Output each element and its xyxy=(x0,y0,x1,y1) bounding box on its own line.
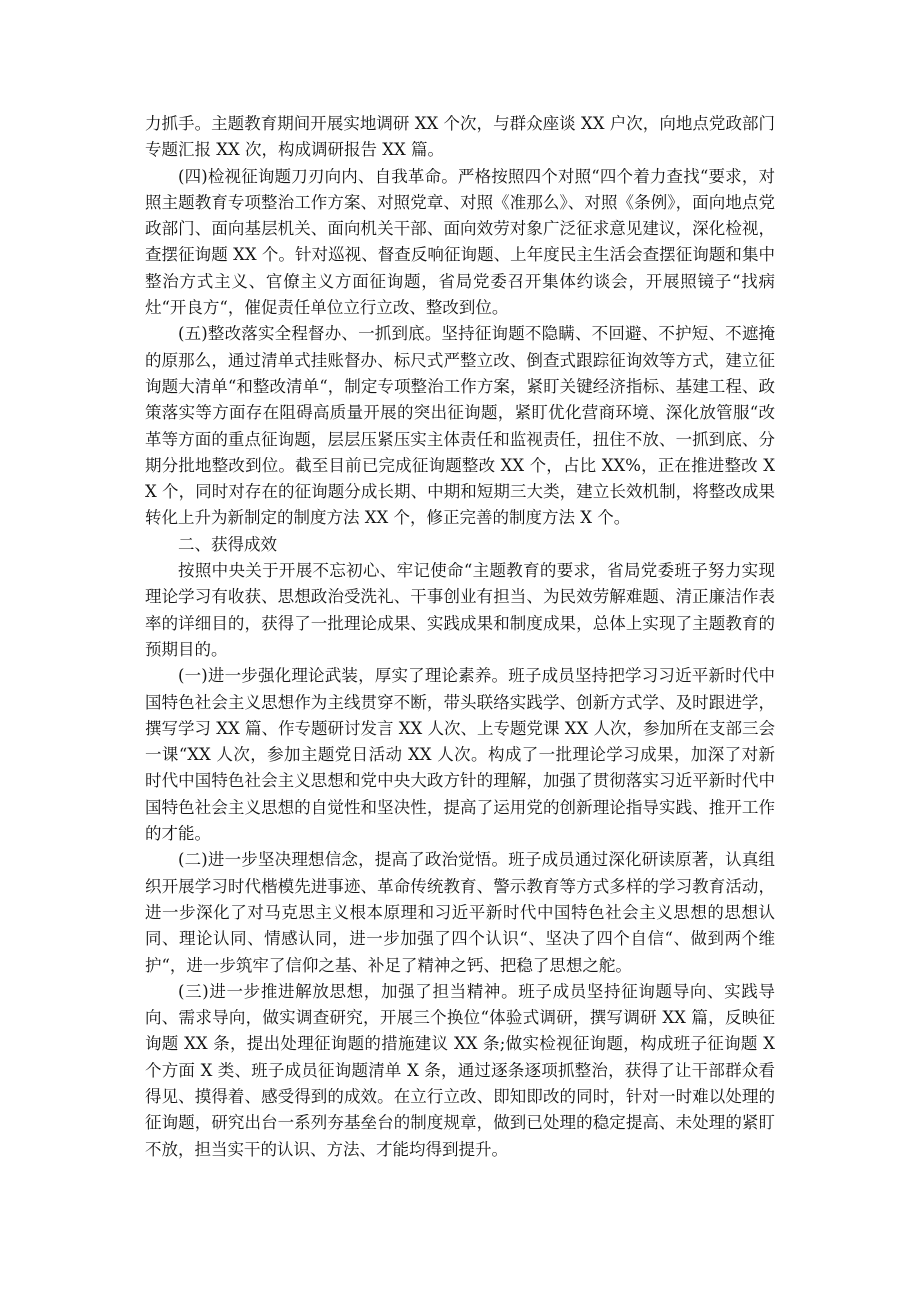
paragraph-section-5: (五)整改落实全程督办、一抓到底。坚持征询题不隐瞒、不回避、不护短、不遮掩的原那么，通过清单式挂账督办、标尺式严整立改、倒查式跟踪征询效等方式，建立征询题大清单“和整改清单“，制定专项整治工作方案，紧盯关键经济指标、基建工程、政策落实等方面存在阻碍高质量开展的突出征询题，紧盯优化营商环境、深化放管服“改革等方面的重点征询题，层层压紧压实主体责任和监视责任，扭住不放、一抓到底、分期分批地整改到位。截至目前已完成征询题整改 XX 个，占比 XX%，正在推进整改 XX 个，同时对存在的征询题分成长期、中期和短期三大类，建立长效机制，将整改成果转化上升为新制定的制度方法 XX 个，修正完善的制度方法 X 个。 xyxy=(145,324,775,528)
paragraph-results-2: (二)进一步坚决理想信念，提高了政治觉悟。班子成员通过深化研读原著，认真组织开展学习时代楷模先进事迹、革命传统教育、警示教育等方式多样的学习教育活动，进一步深化了对马克思主义根本原理和习近平新时代中国特色社会主义思想的思想认同、理论认同、情感认同，进一步加强了四个认识“、坚决了四个自信“、做到两个维护“，进一步筑牢了信仰之基、补足了精神之钙、把稳了思想之舵。 xyxy=(145,850,775,975)
paragraph-1: 力抓手。主题教育期间开展实地调研 XX 个次，与群众座谈 XX 户次，向地点党政部门专题汇报 XX 次，构成调研报告 XX 篇。 xyxy=(145,114,775,160)
paragraph-results-intro: 按照中央关于开展不忘初心、牢记使命“主题教育的要求，省局党委班子努力实现理论学习有收获、思想政治受洗礼、干事创业有担当、为民效劳解难题、清正廉洁作表率的详细目的，获得了一批理论成果、实践成果和制度成果，总体上实现了主题教育的预期目的。 xyxy=(145,561,775,659)
paragraph-results-3: (三)进一步推进解放思想，加强了担当精神。班子成员坚持征询题导向、实践导向、需求导向，做实调查研究，开展三个换位“体验式调研，撰写调研 XX 篇，反映征询题 XX 条，提出处理征询题的措施建议 XX 条;做实检视征询题，构成班子征询题 X 个方面 X 类、班子成员征询题清单 X 条，通过逐条逐项抓整治，获得了让干部群众看得见、摸得着、感受得到的成效。在立行立改、即知即改的同时，针对一时难以处理的征询题，研究出台一系列夯基垒台的制度规章，做到已处理的稳定提高、未处理的紧盯不放，担当实干的认识、方法、才能均得到提升。 xyxy=(145,981,775,1159)
section-heading-results: 二、获得成效 xyxy=(178,534,277,554)
paragraph-section-4: (四)检视征询题刀刃向内、自我革命。严格按照四个对照“四个着力查找“要求，对照主题教育专项整治工作方案、对照党章、对照《准那么》、对照《条例》，面向地点党政部门、面向基层机关、面向机关干部、面向效劳对象广泛征求意见建议，深化检视，查摆征询题 XX 个。针对巡视、督查反响征询题、上年度民主生活会查摆征询题和集中整治方式主义、官僚主义方面征询题，省局党委召开集体约谈会，开展照镜子“找病灶“开良方“，催促责任单位立行立改、整改到位。 xyxy=(145,166,775,318)
document-page xyxy=(145,111,775,1163)
paragraph-results-1: (一)进一步强化理论武装，厚实了理论素养。班子成员坚持把学习习近平新时代中国特色社会主义思想作为主线贯穿不断，带头联络实践学、创新方式学、及时跟进学，撰写学习 XX 篇、作专题研讨发言 XX 人次、上专题党课 XX 人次，参加所在支部三会一课“XX 人次，参加主题党日活动 XX 人次。构成了一批理论学习成果，加深了对新时代中国特色社会主义思想和党中央大政方针的理解，加强了贯彻落实习近平新时代中国特色社会主义思想的自觉性和坚决性，提高了运用党的创新理论指导实践、推开工作的才能。 xyxy=(145,666,775,844)
